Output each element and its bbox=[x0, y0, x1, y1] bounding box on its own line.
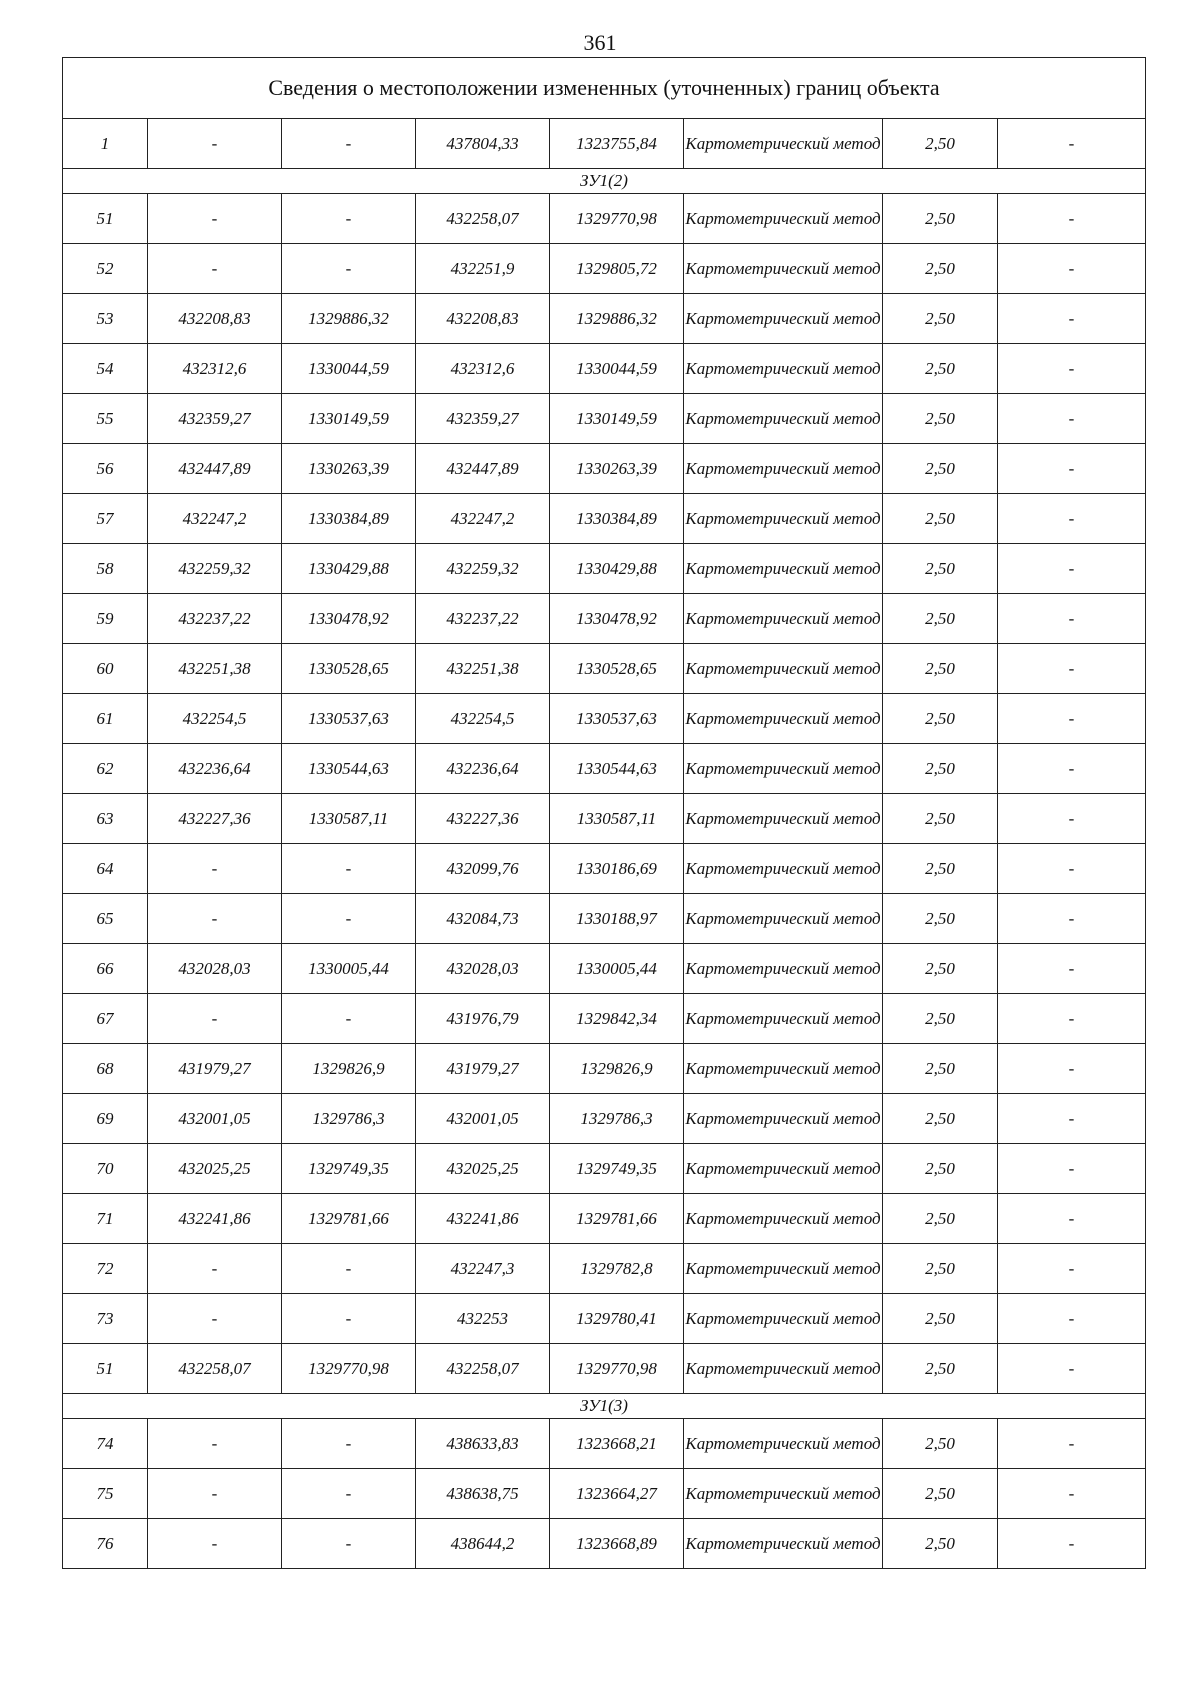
old-x-cell: - bbox=[148, 1519, 282, 1569]
accuracy-cell: 2,50 bbox=[883, 994, 998, 1044]
description-cell: - bbox=[998, 1194, 1146, 1244]
point-number-cell: 57 bbox=[63, 494, 148, 544]
old-y-cell: 1330528,65 bbox=[282, 644, 416, 694]
old-x-cell: 432258,07 bbox=[148, 1344, 282, 1394]
method-cell: Картометрический метод bbox=[684, 644, 883, 694]
new-x-cell: 432247,2 bbox=[416, 494, 550, 544]
point-number-cell: 54 bbox=[63, 344, 148, 394]
new-x-cell: 431979,27 bbox=[416, 1044, 550, 1094]
accuracy-cell: 2,50 bbox=[883, 594, 998, 644]
old-x-cell: 432251,38 bbox=[148, 644, 282, 694]
old-x-cell: - bbox=[148, 1469, 282, 1519]
new-y-cell: 1330186,69 bbox=[550, 844, 684, 894]
table-row bbox=[63, 444, 1146, 494]
description-cell: - bbox=[998, 1244, 1146, 1294]
point-number-cell: 67 bbox=[63, 994, 148, 1044]
point-number-cell: 63 bbox=[63, 794, 148, 844]
new-y-cell: 1330263,39 bbox=[550, 444, 684, 494]
old-x-cell: 432254,5 bbox=[148, 694, 282, 744]
new-y-cell: 1329782,8 bbox=[550, 1244, 684, 1294]
accuracy-cell: 2,50 bbox=[883, 494, 998, 544]
new-x-cell: 432359,27 bbox=[416, 394, 550, 444]
method-cell: Картометрический метод bbox=[684, 594, 883, 644]
new-x-cell: 431976,79 bbox=[416, 994, 550, 1044]
new-x-cell: 432001,05 bbox=[416, 1094, 550, 1144]
new-x-cell: 432259,32 bbox=[416, 544, 550, 594]
table-title: Сведения о местоположении измененных (уточненных) границ объекта bbox=[63, 58, 1146, 119]
table-row bbox=[63, 494, 1146, 544]
old-y-cell: 1330005,44 bbox=[282, 944, 416, 994]
old-x-cell: 432247,2 bbox=[148, 494, 282, 544]
new-y-cell: 1329770,98 bbox=[550, 194, 684, 244]
table-title-row bbox=[63, 58, 1146, 119]
description-cell: - bbox=[998, 544, 1146, 594]
description-cell: - bbox=[998, 244, 1146, 294]
accuracy-cell: 2,50 bbox=[883, 1244, 998, 1294]
table-row bbox=[63, 1194, 1146, 1244]
table-row bbox=[63, 644, 1146, 694]
old-y-cell: - bbox=[282, 894, 416, 944]
old-y-cell: - bbox=[282, 244, 416, 294]
accuracy-cell: 2,50 bbox=[883, 1419, 998, 1469]
old-y-cell: 1330587,11 bbox=[282, 794, 416, 844]
old-x-cell: 432241,86 bbox=[148, 1194, 282, 1244]
description-cell: - bbox=[998, 794, 1146, 844]
description-cell: - bbox=[998, 1469, 1146, 1519]
accuracy-cell: 2,50 bbox=[883, 1044, 998, 1094]
old-x-cell: 432236,64 bbox=[148, 744, 282, 794]
new-y-cell: 1323664,27 bbox=[550, 1469, 684, 1519]
accuracy-cell: 2,50 bbox=[883, 644, 998, 694]
description-cell: - bbox=[998, 119, 1146, 169]
old-y-cell: 1329826,9 bbox=[282, 1044, 416, 1094]
old-x-cell: 432025,25 bbox=[148, 1144, 282, 1194]
point-number-cell: 74 bbox=[63, 1419, 148, 1469]
new-x-cell: 438633,83 bbox=[416, 1419, 550, 1469]
old-y-cell: - bbox=[282, 994, 416, 1044]
new-y-cell: 1330544,63 bbox=[550, 744, 684, 794]
new-y-cell: 1329842,34 bbox=[550, 994, 684, 1044]
old-x-cell: 432227,36 bbox=[148, 794, 282, 844]
old-x-cell: - bbox=[148, 194, 282, 244]
table-row bbox=[63, 1344, 1146, 1394]
method-cell: Картометрический метод bbox=[684, 1194, 883, 1244]
description-cell: - bbox=[998, 294, 1146, 344]
old-y-cell: 1330263,39 bbox=[282, 444, 416, 494]
description-cell: - bbox=[998, 1144, 1146, 1194]
point-number-cell: 66 bbox=[63, 944, 148, 994]
old-y-cell: - bbox=[282, 1294, 416, 1344]
new-x-cell: 432253 bbox=[416, 1294, 550, 1344]
point-number-cell: 73 bbox=[63, 1294, 148, 1344]
description-cell: - bbox=[998, 444, 1146, 494]
new-y-cell: 1330478,92 bbox=[550, 594, 684, 644]
new-y-cell: 1329805,72 bbox=[550, 244, 684, 294]
method-cell: Картометрический метод bbox=[684, 944, 883, 994]
old-y-cell: 1329786,3 bbox=[282, 1094, 416, 1144]
new-y-cell: 1329780,41 bbox=[550, 1294, 684, 1344]
description-cell: - bbox=[998, 1094, 1146, 1144]
new-x-cell: 432208,83 bbox=[416, 294, 550, 344]
new-x-cell: 432258,07 bbox=[416, 194, 550, 244]
point-number-cell: 61 bbox=[63, 694, 148, 744]
description-cell: - bbox=[998, 1519, 1146, 1569]
point-number-cell: 51 bbox=[63, 1344, 148, 1394]
table-row bbox=[63, 1044, 1146, 1094]
new-y-cell: 1329781,66 bbox=[550, 1194, 684, 1244]
table-row bbox=[63, 744, 1146, 794]
method-cell: Картометрический метод bbox=[684, 744, 883, 794]
new-x-cell: 432247,3 bbox=[416, 1244, 550, 1294]
point-number-cell: 62 bbox=[63, 744, 148, 794]
accuracy-cell: 2,50 bbox=[883, 1294, 998, 1344]
new-x-cell: 432237,22 bbox=[416, 594, 550, 644]
new-x-cell: 432258,07 bbox=[416, 1344, 550, 1394]
old-x-cell: - bbox=[148, 894, 282, 944]
new-y-cell: 1329786,3 bbox=[550, 1094, 684, 1144]
method-cell: Картометрический метод bbox=[684, 1519, 883, 1569]
method-cell: Картометрический метод bbox=[684, 794, 883, 844]
point-number-cell: 75 bbox=[63, 1469, 148, 1519]
old-y-cell: 1330384,89 bbox=[282, 494, 416, 544]
point-number-cell: 70 bbox=[63, 1144, 148, 1194]
point-number-cell: 58 bbox=[63, 544, 148, 594]
point-number-cell: 55 bbox=[63, 394, 148, 444]
table-row bbox=[63, 994, 1146, 1044]
method-cell: Картометрический метод bbox=[684, 344, 883, 394]
old-x-cell: 432208,83 bbox=[148, 294, 282, 344]
new-x-cell: 438644,2 bbox=[416, 1519, 550, 1569]
point-number-cell: 65 bbox=[63, 894, 148, 944]
description-cell: - bbox=[998, 644, 1146, 694]
accuracy-cell: 2,50 bbox=[883, 1344, 998, 1394]
table-row bbox=[63, 1244, 1146, 1294]
accuracy-cell: 2,50 bbox=[883, 244, 998, 294]
method-cell: Картометрический метод bbox=[684, 1344, 883, 1394]
point-number-cell: 52 bbox=[63, 244, 148, 294]
point-number-cell: 51 bbox=[63, 194, 148, 244]
table-row bbox=[63, 1419, 1146, 1469]
old-y-cell: - bbox=[282, 1469, 416, 1519]
description-cell: - bbox=[998, 344, 1146, 394]
method-cell: Картометрический метод bbox=[684, 1094, 883, 1144]
description-cell: - bbox=[998, 844, 1146, 894]
section-label: ЗУ1(3) bbox=[63, 1394, 1146, 1419]
new-x-cell: 432028,03 bbox=[416, 944, 550, 994]
old-y-cell: 1329770,98 bbox=[282, 1344, 416, 1394]
old-y-cell: 1330537,63 bbox=[282, 694, 416, 744]
new-x-cell: 432227,36 bbox=[416, 794, 550, 844]
new-x-cell: 438638,75 bbox=[416, 1469, 550, 1519]
old-y-cell: - bbox=[282, 1419, 416, 1469]
point-number-cell: 69 bbox=[63, 1094, 148, 1144]
table-row bbox=[63, 894, 1146, 944]
accuracy-cell: 2,50 bbox=[883, 394, 998, 444]
point-number-cell: 71 bbox=[63, 1194, 148, 1244]
method-cell: Картометрический метод bbox=[684, 294, 883, 344]
old-y-cell: 1329781,66 bbox=[282, 1194, 416, 1244]
new-x-cell: 432254,5 bbox=[416, 694, 550, 744]
accuracy-cell: 2,50 bbox=[883, 1144, 998, 1194]
old-y-cell: 1329749,35 bbox=[282, 1144, 416, 1194]
point-number-cell: 64 bbox=[63, 844, 148, 894]
accuracy-cell: 2,50 bbox=[883, 194, 998, 244]
method-cell: Картометрический метод bbox=[684, 444, 883, 494]
accuracy-cell: 2,50 bbox=[883, 694, 998, 744]
description-cell: - bbox=[998, 194, 1146, 244]
old-x-cell: - bbox=[148, 119, 282, 169]
table-row bbox=[63, 294, 1146, 344]
accuracy-cell: 2,50 bbox=[883, 344, 998, 394]
description-cell: - bbox=[998, 944, 1146, 994]
new-x-cell: 432025,25 bbox=[416, 1144, 550, 1194]
description-cell: - bbox=[998, 494, 1146, 544]
description-cell: - bbox=[998, 394, 1146, 444]
table-row bbox=[63, 1094, 1146, 1144]
old-x-cell: - bbox=[148, 1294, 282, 1344]
new-x-cell: 432447,89 bbox=[416, 444, 550, 494]
description-cell: - bbox=[998, 1294, 1146, 1344]
section-row bbox=[63, 1394, 1146, 1419]
table-row bbox=[63, 1469, 1146, 1519]
table-row bbox=[63, 1294, 1146, 1344]
old-x-cell: 432259,32 bbox=[148, 544, 282, 594]
old-y-cell: 1330044,59 bbox=[282, 344, 416, 394]
page-number: 361 bbox=[583, 30, 617, 55]
accuracy-cell: 2,50 bbox=[883, 444, 998, 494]
description-cell: - bbox=[998, 594, 1146, 644]
point-number-cell: 60 bbox=[63, 644, 148, 694]
method-cell: Картометрический метод bbox=[684, 544, 883, 594]
table-row bbox=[63, 1519, 1146, 1569]
old-x-cell: 432359,27 bbox=[148, 394, 282, 444]
description-cell: - bbox=[998, 1419, 1146, 1469]
accuracy-cell: 2,50 bbox=[883, 744, 998, 794]
point-number-cell: 59 bbox=[63, 594, 148, 644]
old-x-cell: - bbox=[148, 1244, 282, 1294]
method-cell: Картометрический метод bbox=[684, 1419, 883, 1469]
old-y-cell: 1329886,32 bbox=[282, 294, 416, 344]
description-cell: - bbox=[998, 744, 1146, 794]
table-row bbox=[63, 794, 1146, 844]
old-x-cell: 432447,89 bbox=[148, 444, 282, 494]
old-y-cell: 1330149,59 bbox=[282, 394, 416, 444]
method-cell: Картометрический метод bbox=[684, 894, 883, 944]
new-y-cell: 1330537,63 bbox=[550, 694, 684, 744]
method-cell: Картометрический метод bbox=[684, 1244, 883, 1294]
accuracy-cell: 2,50 bbox=[883, 1094, 998, 1144]
old-x-cell: 432237,22 bbox=[148, 594, 282, 644]
new-y-cell: 1330005,44 bbox=[550, 944, 684, 994]
table-row bbox=[63, 1144, 1146, 1194]
old-y-cell: - bbox=[282, 844, 416, 894]
method-cell: Картометрический метод bbox=[684, 694, 883, 744]
section-label: ЗУ1(2) bbox=[63, 169, 1146, 194]
new-y-cell: 1323755,84 bbox=[550, 119, 684, 169]
accuracy-cell: 2,50 bbox=[883, 1194, 998, 1244]
method-cell: Картометрический метод bbox=[684, 1144, 883, 1194]
new-x-cell: 432099,76 bbox=[416, 844, 550, 894]
new-y-cell: 1329770,98 bbox=[550, 1344, 684, 1394]
new-y-cell: 1330429,88 bbox=[550, 544, 684, 594]
new-y-cell: 1330044,59 bbox=[550, 344, 684, 394]
method-cell: Картометрический метод bbox=[684, 244, 883, 294]
point-number-cell: 53 bbox=[63, 294, 148, 344]
old-y-cell: 1330544,63 bbox=[282, 744, 416, 794]
point-number-cell: 76 bbox=[63, 1519, 148, 1569]
new-y-cell: 1330188,97 bbox=[550, 894, 684, 944]
section-row bbox=[63, 169, 1146, 194]
table-row bbox=[63, 594, 1146, 644]
new-y-cell: 1330587,11 bbox=[550, 794, 684, 844]
accuracy-cell: 2,50 bbox=[883, 794, 998, 844]
accuracy-cell: 2,50 bbox=[883, 1469, 998, 1519]
accuracy-cell: 2,50 bbox=[883, 944, 998, 994]
table-row bbox=[63, 344, 1146, 394]
old-y-cell: 1330429,88 bbox=[282, 544, 416, 594]
method-cell: Картометрический метод bbox=[684, 1044, 883, 1094]
method-cell: Картометрический метод bbox=[684, 844, 883, 894]
new-y-cell: 1330149,59 bbox=[550, 394, 684, 444]
old-x-cell: - bbox=[148, 244, 282, 294]
accuracy-cell: 2,50 bbox=[883, 894, 998, 944]
old-x-cell: 432312,6 bbox=[148, 344, 282, 394]
boundary-coordinates-table bbox=[62, 57, 1146, 1569]
old-x-cell: - bbox=[148, 844, 282, 894]
accuracy-cell: 2,50 bbox=[883, 844, 998, 894]
old-y-cell: - bbox=[282, 119, 416, 169]
description-cell: - bbox=[998, 694, 1146, 744]
description-cell: - bbox=[998, 994, 1146, 1044]
point-number-cell: 1 bbox=[63, 119, 148, 169]
old-x-cell: 432028,03 bbox=[148, 944, 282, 994]
new-x-cell: 432241,86 bbox=[416, 1194, 550, 1244]
old-x-cell: - bbox=[148, 994, 282, 1044]
method-cell: Картометрический метод bbox=[684, 394, 883, 444]
table-row bbox=[63, 394, 1146, 444]
new-y-cell: 1330528,65 bbox=[550, 644, 684, 694]
table-row bbox=[63, 694, 1146, 744]
description-cell: - bbox=[998, 1044, 1146, 1094]
new-y-cell: 1323668,21 bbox=[550, 1419, 684, 1469]
accuracy-cell: 2,50 bbox=[883, 544, 998, 594]
old-y-cell: - bbox=[282, 194, 416, 244]
new-x-cell: 432251,38 bbox=[416, 644, 550, 694]
point-number-cell: 68 bbox=[63, 1044, 148, 1094]
point-number-cell: 56 bbox=[63, 444, 148, 494]
old-y-cell: - bbox=[282, 1519, 416, 1569]
table-row bbox=[63, 119, 1146, 169]
new-y-cell: 1323668,89 bbox=[550, 1519, 684, 1569]
point-number-cell: 72 bbox=[63, 1244, 148, 1294]
table-row bbox=[63, 544, 1146, 594]
new-y-cell: 1330384,89 bbox=[550, 494, 684, 544]
new-y-cell: 1329749,35 bbox=[550, 1144, 684, 1194]
old-y-cell: - bbox=[282, 1244, 416, 1294]
old-x-cell: 432001,05 bbox=[148, 1094, 282, 1144]
new-x-cell: 432084,73 bbox=[416, 894, 550, 944]
method-cell: Картометрический метод bbox=[684, 994, 883, 1044]
old-x-cell: 431979,27 bbox=[148, 1044, 282, 1094]
new-x-cell: 432236,64 bbox=[416, 744, 550, 794]
new-y-cell: 1329886,32 bbox=[550, 294, 684, 344]
method-cell: Картометрический метод bbox=[684, 1294, 883, 1344]
method-cell: Картометрический метод bbox=[684, 119, 883, 169]
new-x-cell: 432312,6 bbox=[416, 344, 550, 394]
table-row bbox=[63, 844, 1146, 894]
table-row bbox=[63, 194, 1146, 244]
new-y-cell: 1329826,9 bbox=[550, 1044, 684, 1094]
description-cell: - bbox=[998, 1344, 1146, 1394]
table-row bbox=[63, 244, 1146, 294]
description-cell: - bbox=[998, 894, 1146, 944]
old-y-cell: 1330478,92 bbox=[282, 594, 416, 644]
accuracy-cell: 2,50 bbox=[883, 1519, 998, 1569]
old-x-cell: - bbox=[148, 1419, 282, 1469]
new-x-cell: 437804,33 bbox=[416, 119, 550, 169]
method-cell: Картометрический метод bbox=[684, 194, 883, 244]
accuracy-cell: 2,50 bbox=[883, 119, 998, 169]
method-cell: Картометрический метод bbox=[684, 494, 883, 544]
new-x-cell: 432251,9 bbox=[416, 244, 550, 294]
accuracy-cell: 2,50 bbox=[883, 294, 998, 344]
method-cell: Картометрический метод bbox=[684, 1469, 883, 1519]
table-row bbox=[63, 944, 1146, 994]
